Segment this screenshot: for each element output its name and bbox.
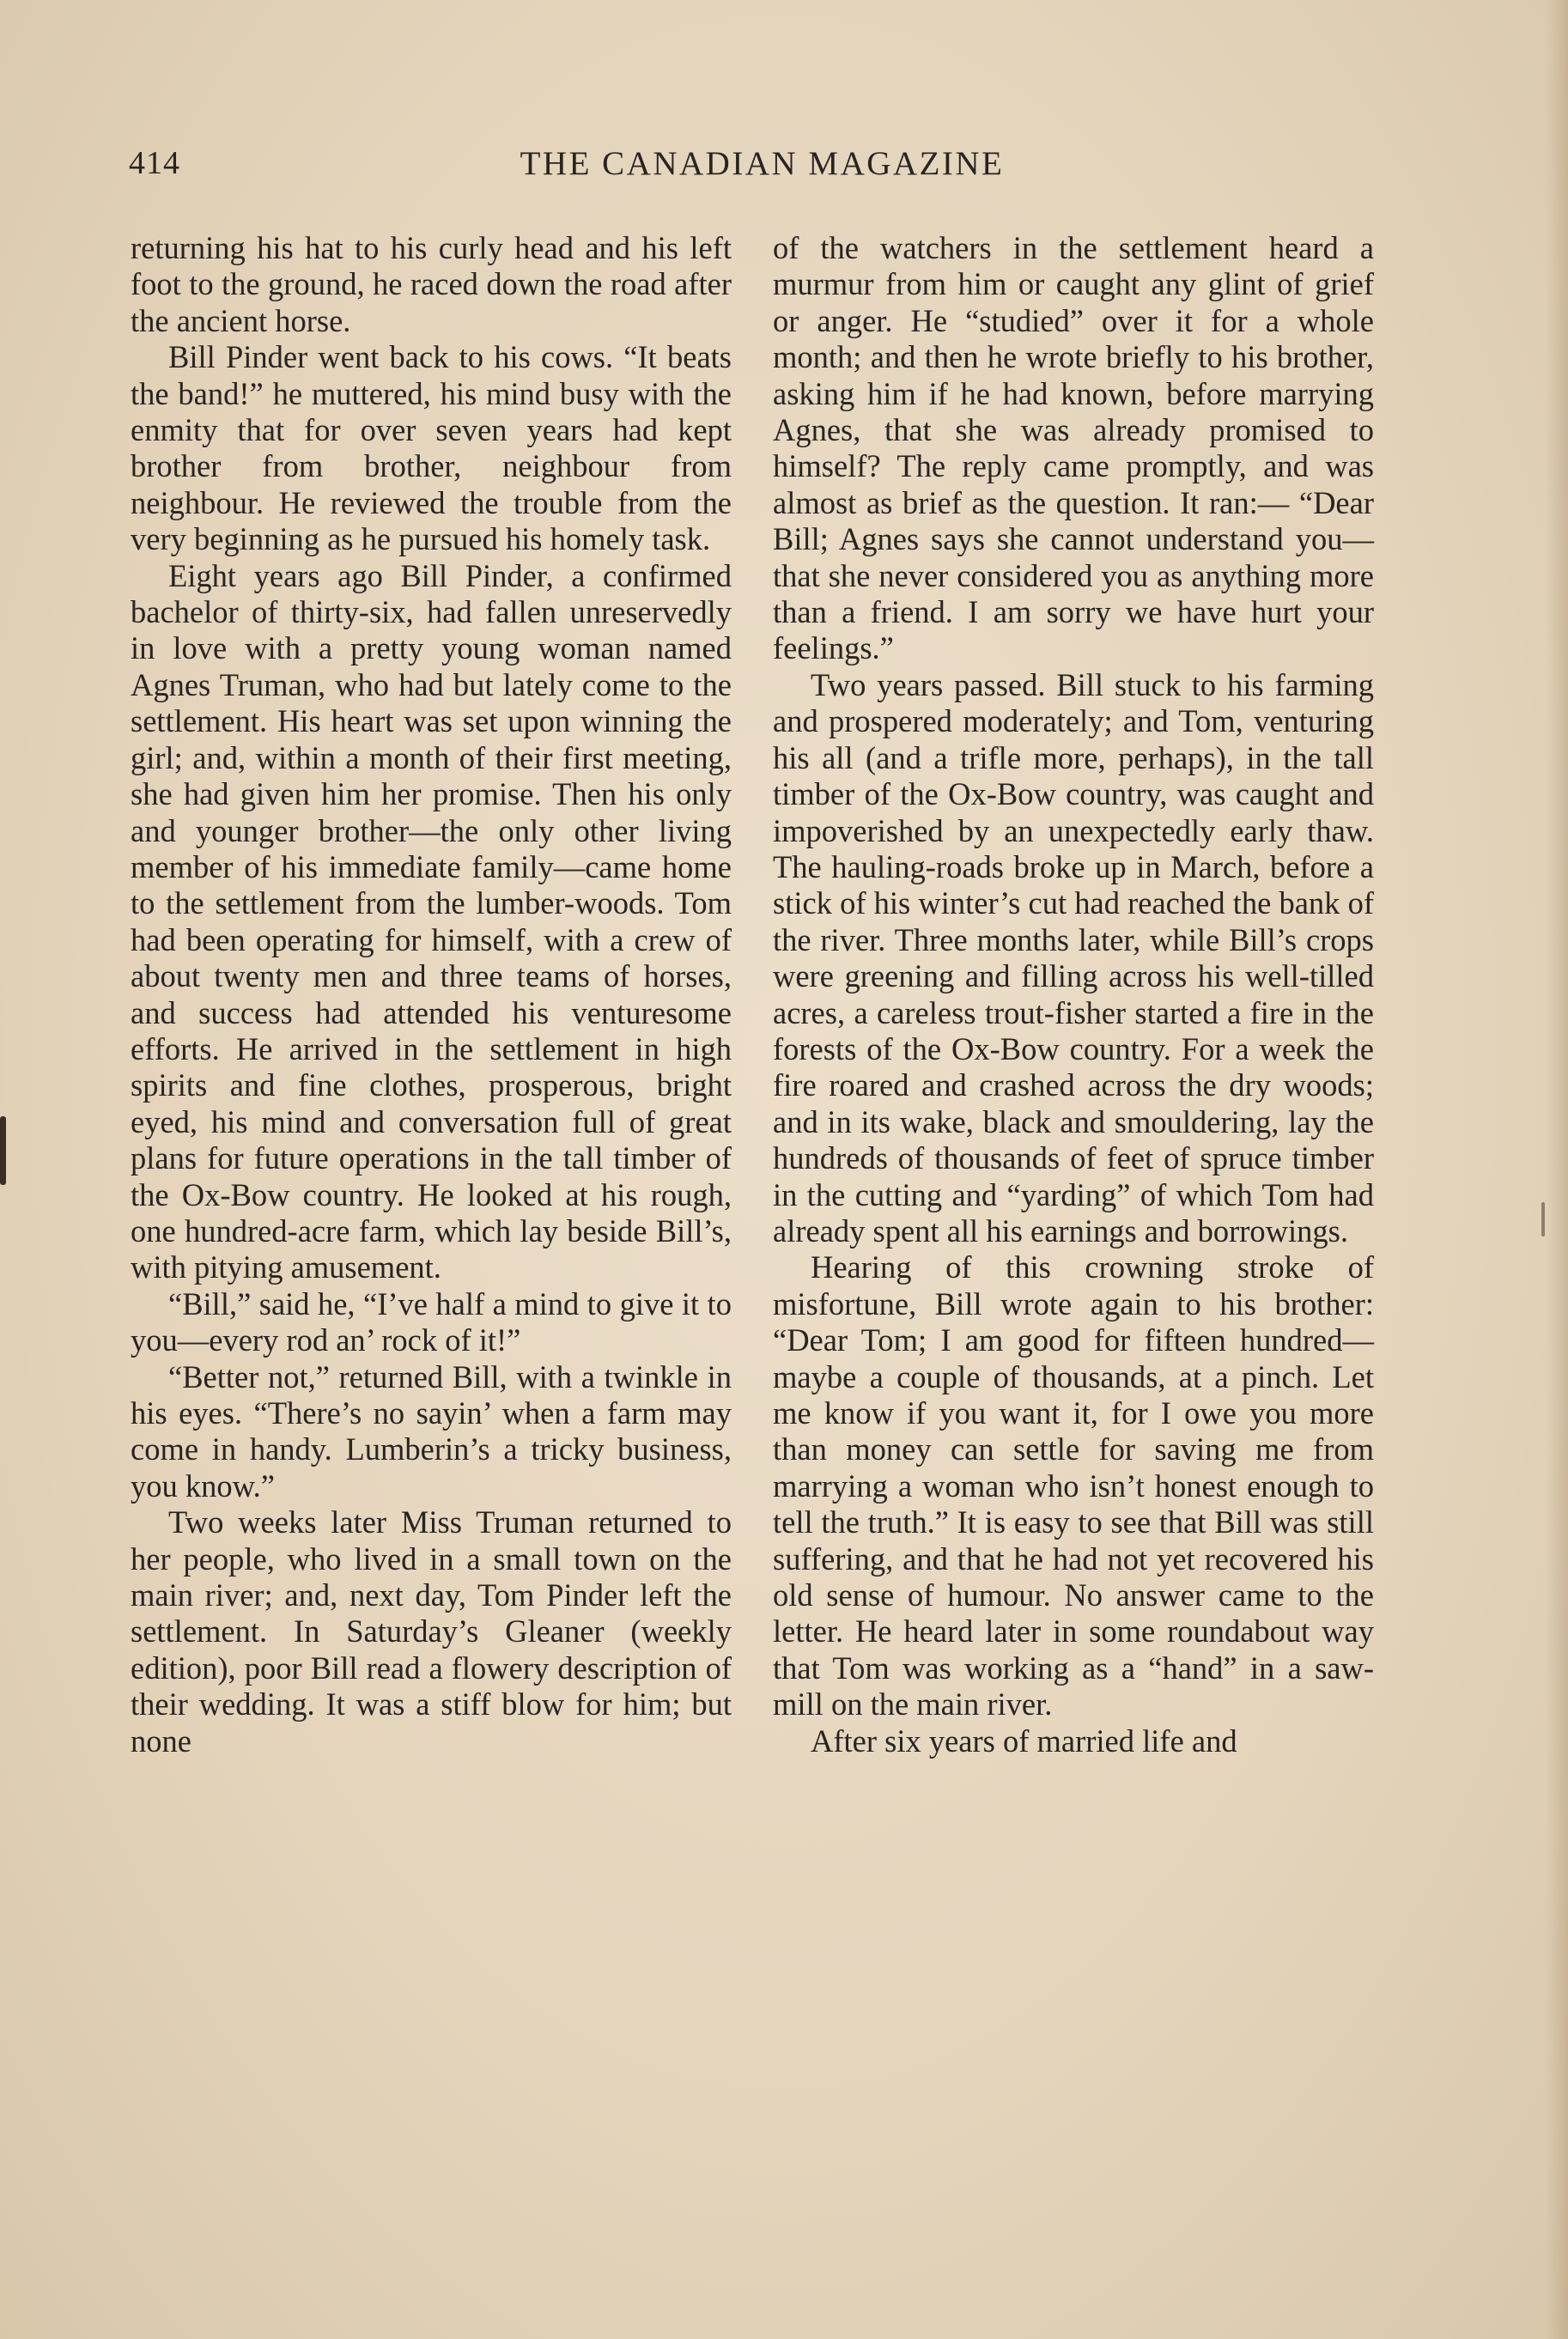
paragraph: Bill Pinder went back to his cows. “It beats the band!” he muttered, his mind busy with the enmity that for over seven years had kept brother from brother, neighbour from neighbour. He reviewed the trouble from the very beginning as he pursued his homely task. — [131, 339, 732, 557]
left-column — [131, 230, 732, 1759]
right-column — [773, 230, 1374, 1759]
paragraph: of the watchers in the settlement heard a murmur from him or caught any glint of grief or anger. He “studied” over it for a whole month; and then he wrote briefly to his brother, asking him if he had known, before marrying Agnes, that she was already promised to himself? The reply came promptly, and was almost as brief as the question. It ran:— “Dear Bill; Agnes says she cannot understand you—that she never considered you as anything more than a friend. I am sorry we have hurt your feelings.” — [773, 230, 1374, 666]
paragraph: Hearing of this crowning stroke of misfortune, Bill wrote again to his brother: “Dear Tom; I am good for fifteen hundred—maybe a couple of thousands, at a pinch. Let me know if you want it, for I owe you more than money can settle for saving me from marrying a woman who isn’t honest enough to tell the truth.” It is easy to see that Bill was still suffering, and that he had not yet recovered his old sense of humour. No answer came to the letter. He heard later in some roundabout way that Tom was working as a “hand” in a saw-mill on the main river. — [773, 1249, 1374, 1722]
paragraph: Two years passed. Bill stuck to his farming and prospered moderately; and Tom, venturing his all (and a trifle more, perhaps), in the tall timber of the Ox-Bow country, was caught and impoverished by an unexpectedly early thaw. The hauling-roads broke up in March, before a stick of his winter’s cut had reached the bank of the river. Three months later, while Bill’s crops were greening and filling across his well-tilled acres, a careless trout-fisher started a fire in the forests of the Ox-Bow country. For a week the fire roared and crashed across the dry woods; and in its wake, black and smouldering, lay the hundreds of thousands of feet of spruce timber in the cutting and “yarding” of which Tom had already spent all his earnings and borrowings. — [773, 666, 1374, 1248]
running-head: THE CANADIAN MAGAZINE — [520, 145, 1005, 182]
paragraph: Two weeks later Miss Truman returned to her people, who lived in a small town on the main river; and, next day, Tom Pinder left the settlement. In Saturday’s Gleaner (weekly edition), poor Bill read a flowery description of their wedding. It was a stiff blow for him; but none — [131, 1504, 732, 1759]
paragraph: “Better not,” returned Bill, with a twinkle in his eyes. “There’s no sayin’ when a farm may come in handy. Lumberin’s a tricky business, you know.” — [131, 1358, 732, 1504]
page-header — [129, 144, 1395, 187]
paragraph: After six years of married life and — [811, 1722, 1237, 1759]
paragraph: “Bill,” said he, “I’ve half a mind to give it to you—every rod an’ rock of it!” — [131, 1285, 732, 1358]
paragraph: Eight years ago Bill Pinder, a confirmed bachelor of thirty-six, had fallen unreservedly in love with a pretty young woman named Agnes Truman, who had but lately come to the settlement. His heart was set upon winning the girl; and, within a month of their first meeting, she had given him her promise. Then his only and younger brother—the only other living member of his immediate family—came home to the settlement from the lumber-woods. Tom had been operating for himself, with a crew of about twenty men and three teams of horses, and success had attended his venturesome efforts. He arrived in the settlement in high spirits and fine clothes, prosperous, bright eyed, his mind and conversation full of great plans for future operations in the tall timber of the Ox-Bow country. He looked at his rough, one hundred-acre farm, which lay beside Bill’s, with pitying amusement. — [131, 557, 732, 1285]
page-number: 414 — [129, 145, 180, 181]
page-edge-shadow — [1546, 0, 1568, 2339]
margin-ink-mark — [1541, 1202, 1545, 1236]
paragraph: returning his hat to his curly head and his left foot to the ground, he raced down the road after the ancient horse. — [131, 230, 732, 338]
margin-ink-mark — [0, 1116, 6, 1185]
